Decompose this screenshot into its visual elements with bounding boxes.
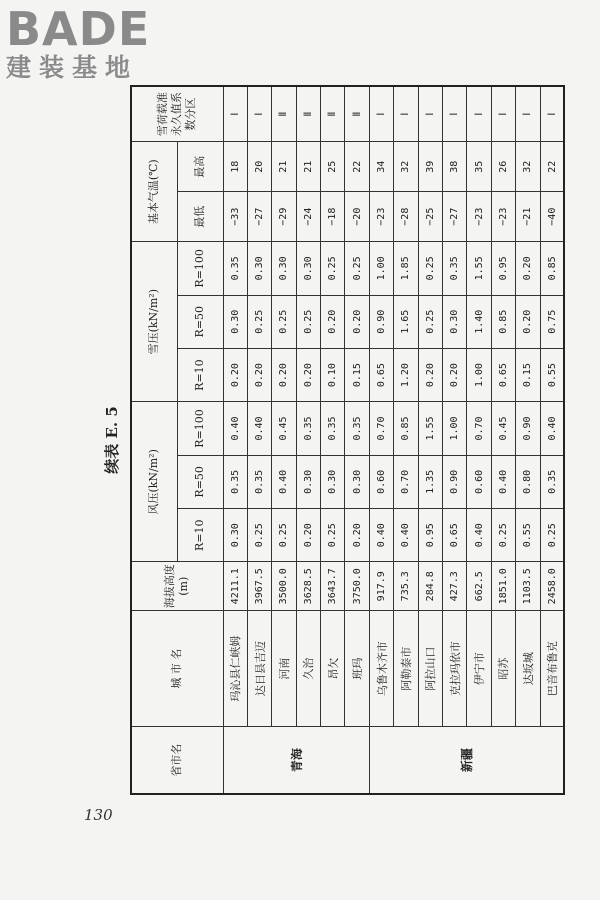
climate-parameter-table: [130, 85, 565, 795]
wind-r50-cell: 0.40: [491, 455, 515, 508]
rotated-table-block: [94, 85, 560, 795]
elevation-cell: 1103.5: [516, 562, 540, 611]
wind-r100-cell: 0.70: [369, 402, 393, 455]
elevation-cell: 735.3: [394, 562, 418, 611]
table-row: [467, 86, 491, 794]
wind-r100-cell: 1.55: [418, 402, 442, 455]
wind-r50-cell: 0.40: [272, 455, 296, 508]
wind-r10-cell: 0.25: [247, 509, 271, 562]
temp-max-cell: 34: [369, 142, 393, 192]
wind-r50-cell: 0.30: [296, 455, 320, 508]
table-row: [540, 86, 564, 794]
snow-r10-cell: 1.00: [467, 348, 491, 401]
header-temp-max: 最高: [177, 142, 223, 192]
snow-r10-cell: 0.65: [491, 348, 515, 401]
table-row: [491, 86, 515, 794]
header-snow-load-zone: 雪荷载准永久值系数分区: [131, 86, 223, 142]
wind-r100-cell: 0.90: [516, 402, 540, 455]
snow-zone-cell: Ⅰ: [369, 86, 393, 142]
snow-r100-cell: 0.25: [418, 242, 442, 295]
header-temp-min: 最低: [177, 192, 223, 242]
snow-r50-cell: 0.25: [418, 295, 442, 348]
snow-r50-cell: 0.25: [296, 295, 320, 348]
temp-max-cell: 21: [296, 142, 320, 192]
wind-r50-cell: 0.70: [394, 455, 418, 508]
temp-max-cell: 38: [443, 142, 467, 192]
wind-r100-cell: 0.45: [491, 402, 515, 455]
snow-r50-cell: 0.90: [369, 295, 393, 348]
wind-r10-cell: 0.25: [540, 509, 564, 562]
city-cell: 昂欠: [321, 611, 345, 727]
snow-zone-cell: Ⅱ: [345, 86, 369, 142]
city-cell: 昭苏: [491, 611, 515, 727]
temp-min-cell: −21: [516, 192, 540, 242]
snow-r10-cell: 0.20: [223, 348, 247, 401]
temp-max-cell: 32: [394, 142, 418, 192]
province-cell: 新疆: [369, 727, 564, 794]
snow-r100-cell: 0.85: [540, 242, 564, 295]
wind-r50-cell: 0.35: [223, 455, 247, 508]
snow-zone-cell: Ⅱ: [296, 86, 320, 142]
snow-r100-cell: 0.35: [443, 242, 467, 295]
wind-r10-cell: 0.30: [223, 509, 247, 562]
header-wind-r50: R=50: [177, 455, 223, 508]
wind-r10-cell: 0.20: [296, 509, 320, 562]
snow-zone-cell: Ⅰ: [418, 86, 442, 142]
snow-r50-cell: 0.30: [223, 295, 247, 348]
snow-r100-cell: 0.95: [491, 242, 515, 295]
elevation-cell: 2458.0: [540, 562, 564, 611]
wind-r10-cell: 0.20: [345, 509, 369, 562]
city-cell: 阿拉山口: [418, 611, 442, 727]
province-cell: 青海: [223, 727, 369, 794]
snow-zone-cell: Ⅰ: [223, 86, 247, 142]
table-row: [369, 86, 393, 794]
elevation-cell: 3643.7: [321, 562, 345, 611]
snow-r100-cell: 0.30: [247, 242, 271, 295]
elevation-cell: 4211.1: [223, 562, 247, 611]
city-cell: 河南: [272, 611, 296, 727]
temp-max-cell: 18: [223, 142, 247, 192]
city-cell: 阿勒泰市: [394, 611, 418, 727]
wind-r50-cell: 1.35: [418, 455, 442, 508]
wind-r50-cell: 0.80: [516, 455, 540, 508]
snow-r100-cell: 0.20: [516, 242, 540, 295]
snow-zone-cell: Ⅰ: [491, 86, 515, 142]
header-wind-r10: R=10: [177, 509, 223, 562]
snow-r10-cell: 0.15: [345, 348, 369, 401]
wind-r50-cell: 0.35: [247, 455, 271, 508]
snow-r10-cell: 0.20: [443, 348, 467, 401]
watermark-logo: [6, 4, 178, 82]
wind-r100-cell: 0.40: [540, 402, 564, 455]
temp-min-cell: −28: [394, 192, 418, 242]
city-cell: 班玛: [345, 611, 369, 727]
temp-max-cell: 22: [540, 142, 564, 192]
header-snow-pressure: 雪压(kN/m²): [131, 242, 177, 402]
temp-min-cell: −29: [272, 192, 296, 242]
elevation-cell: 3628.5: [296, 562, 320, 611]
temp-max-cell: 35: [467, 142, 491, 192]
wind-r100-cell: 0.35: [296, 402, 320, 455]
table-row: [443, 86, 467, 794]
header-snow-r50: R=50: [177, 295, 223, 348]
snow-r100-cell: 1.55: [467, 242, 491, 295]
table-row: [345, 86, 369, 794]
snow-zone-cell: Ⅰ: [394, 86, 418, 142]
header-snow-r100: R=100: [177, 242, 223, 295]
table-row: [247, 86, 271, 794]
snow-r50-cell: 1.65: [394, 295, 418, 348]
header-wind-pressure: 风压(kN/m²): [131, 402, 177, 562]
elevation-cell: 284.8: [418, 562, 442, 611]
city-cell: 克拉玛依市: [443, 611, 467, 727]
snow-r10-cell: 0.20: [247, 348, 271, 401]
snow-r10-cell: 0.65: [369, 348, 393, 401]
table-row: [516, 86, 540, 794]
temp-max-cell: 26: [491, 142, 515, 192]
snow-zone-cell: Ⅰ: [467, 86, 491, 142]
city-cell: 乌鲁木齐市: [369, 611, 393, 727]
snow-zone-cell: Ⅰ: [443, 86, 467, 142]
header-city: 城 市 名: [131, 611, 223, 727]
snow-r50-cell: 0.20: [345, 295, 369, 348]
wind-r10-cell: 0.40: [467, 509, 491, 562]
logo-text-en: BADE: [6, 2, 151, 56]
wind-r100-cell: 0.35: [345, 402, 369, 455]
temp-min-cell: −20: [345, 192, 369, 242]
temp-max-cell: 25: [321, 142, 345, 192]
snow-r10-cell: 0.15: [516, 348, 540, 401]
wind-r100-cell: 0.40: [247, 402, 271, 455]
snow-r10-cell: 0.55: [540, 348, 564, 401]
wind-r100-cell: 0.85: [394, 402, 418, 455]
header-wind-r100: R=100: [177, 402, 223, 455]
table-row: [296, 86, 320, 794]
page-number: 130: [84, 806, 113, 824]
elevation-cell: 1851.0: [491, 562, 515, 611]
snow-r100-cell: 0.25: [321, 242, 345, 295]
temp-max-cell: 22: [345, 142, 369, 192]
snow-r10-cell: 0.20: [296, 348, 320, 401]
snow-r50-cell: 0.25: [247, 295, 271, 348]
temp-min-cell: −24: [296, 192, 320, 242]
temp-min-cell: −25: [418, 192, 442, 242]
snow-zone-cell: Ⅱ: [321, 86, 345, 142]
city-cell: 达日县吉迈: [247, 611, 271, 727]
snow-r50-cell: 1.40: [467, 295, 491, 348]
city-cell: 久治: [296, 611, 320, 727]
wind-r10-cell: 0.25: [491, 509, 515, 562]
snow-r50-cell: 0.20: [516, 295, 540, 348]
wind-r100-cell: 0.45: [272, 402, 296, 455]
temp-min-cell: −33: [223, 192, 247, 242]
wind-r50-cell: 0.30: [345, 455, 369, 508]
snow-r50-cell: 0.85: [491, 295, 515, 348]
table-caption: 续表 E. 5: [103, 406, 121, 474]
wind-r50-cell: 0.60: [369, 455, 393, 508]
temp-min-cell: −23: [491, 192, 515, 242]
snow-r100-cell: 1.00: [369, 242, 393, 295]
snow-r100-cell: 1.85: [394, 242, 418, 295]
wind-r50-cell: 0.30: [321, 455, 345, 508]
elevation-cell: 427.3: [443, 562, 467, 611]
snow-r100-cell: 0.30: [272, 242, 296, 295]
temp-max-cell: 20: [247, 142, 271, 192]
wind-r10-cell: 0.65: [443, 509, 467, 562]
snow-r10-cell: 1.20: [394, 348, 418, 401]
wind-r10-cell: 0.40: [369, 509, 393, 562]
snow-zone-cell: Ⅰ: [516, 86, 540, 142]
temp-max-cell: 21: [272, 142, 296, 192]
city-cell: 巴音布鲁克: [540, 611, 564, 727]
wind-r10-cell: 0.55: [516, 509, 540, 562]
table-body: [223, 86, 564, 794]
elevation-cell: 3967.5: [247, 562, 271, 611]
snow-r10-cell: 0.10: [321, 348, 345, 401]
snow-zone-cell: Ⅰ: [540, 86, 564, 142]
table-row: [394, 86, 418, 794]
city-cell: 达坂城: [516, 611, 540, 727]
temp-min-cell: −40: [540, 192, 564, 242]
wind-r50-cell: 0.60: [467, 455, 491, 508]
snow-r50-cell: 0.20: [321, 295, 345, 348]
temp-min-cell: −27: [247, 192, 271, 242]
elevation-cell: 917.9: [369, 562, 393, 611]
header-elevation: 海拔高度(m): [131, 562, 223, 611]
temp-max-cell: 32: [516, 142, 540, 192]
snow-zone-cell: Ⅱ: [272, 86, 296, 142]
header-province: 省市名: [131, 727, 223, 794]
wind-r50-cell: 0.35: [540, 455, 564, 508]
snow-r50-cell: 0.75: [540, 295, 564, 348]
header-snow-r10: R=10: [177, 348, 223, 401]
city-cell: 玛沁县仁峡姆: [223, 611, 247, 727]
temp-min-cell: −18: [321, 192, 345, 242]
wind-r50-cell: 0.90: [443, 455, 467, 508]
logo-text-cn: 建装基地: [6, 53, 139, 82]
snow-r100-cell: 0.35: [223, 242, 247, 295]
wind-r100-cell: 1.00: [443, 402, 467, 455]
elevation-cell: 3500.0: [272, 562, 296, 611]
wind-r10-cell: 0.40: [394, 509, 418, 562]
temp-min-cell: −23: [369, 192, 393, 242]
snow-r10-cell: 0.20: [418, 348, 442, 401]
header-basic-temperature: 基本气温(℃): [131, 142, 177, 242]
snow-zone-cell: Ⅰ: [247, 86, 271, 142]
table-row: [223, 86, 247, 794]
wind-r100-cell: 0.35: [321, 402, 345, 455]
snow-r50-cell: 0.25: [272, 295, 296, 348]
temp-min-cell: −23: [467, 192, 491, 242]
snow-r100-cell: 0.25: [345, 242, 369, 295]
snow-r10-cell: 0.20: [272, 348, 296, 401]
elevation-cell: 3750.0: [345, 562, 369, 611]
snow-r100-cell: 0.30: [296, 242, 320, 295]
temp-min-cell: −27: [443, 192, 467, 242]
wind-r100-cell: 0.70: [467, 402, 491, 455]
elevation-cell: 662.5: [467, 562, 491, 611]
table-row: [272, 86, 296, 794]
wind-r10-cell: 0.95: [418, 509, 442, 562]
wind-r10-cell: 0.25: [321, 509, 345, 562]
table-row: [321, 86, 345, 794]
temp-max-cell: 39: [418, 142, 442, 192]
table-row: [418, 86, 442, 794]
snow-r50-cell: 0.30: [443, 295, 467, 348]
wind-r10-cell: 0.25: [272, 509, 296, 562]
wind-r100-cell: 0.40: [223, 402, 247, 455]
city-cell: 伊宁市: [467, 611, 491, 727]
